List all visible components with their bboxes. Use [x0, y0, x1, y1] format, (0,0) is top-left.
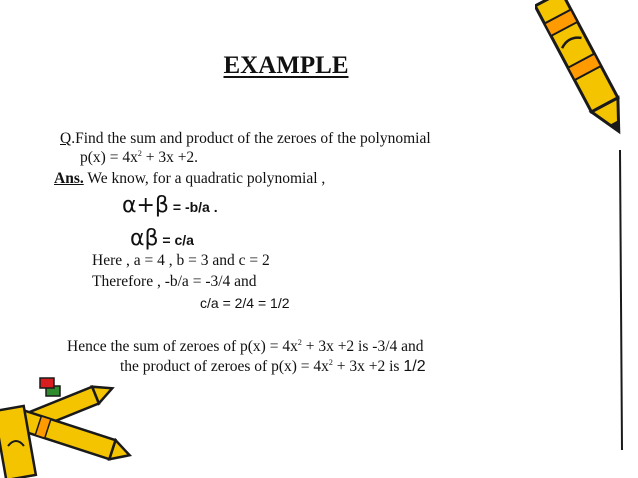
formula-sum: α+β = -b/a .: [122, 193, 218, 218]
values-line: Here , a = 4 , b = 3 and c = 2: [92, 252, 270, 269]
product-line: the product of zeroes of $p(x) = 4x^2 + 3x +2$ is 1/2: [120, 358, 426, 375]
answer-label: Ans.: [54, 170, 84, 187]
question-line: [60, 130, 431, 148]
question-label: Q: [60, 130, 72, 147]
page-title: EXAMPLE: [223, 52, 349, 79]
answer-text: We know, for a quadratic polynomial ,: [83, 170, 326, 187]
edge-line-icon: [612, 150, 632, 450]
formula-product: αβ = c/a: [130, 226, 194, 251]
hence-line: Hence the sum of zeroes of $p(x) = 4x^2 + 3x +2$ is -3/4 and: [67, 338, 424, 355]
crayon-bundle-bottom-left-icon: [0, 368, 140, 478]
c-by-a-line: c/a = 2/4 = 1/2: [200, 295, 290, 311]
therefore-line: Therefore , -b/a = -3/4 and: [92, 273, 257, 290]
answer-line: [54, 170, 325, 188]
question-polynomial: $p(x) = 4x^2 + 3x +2$.: [80, 149, 199, 166]
question-text: .Find the sum and product of the zeroes of the polynomial: [71, 130, 431, 147]
